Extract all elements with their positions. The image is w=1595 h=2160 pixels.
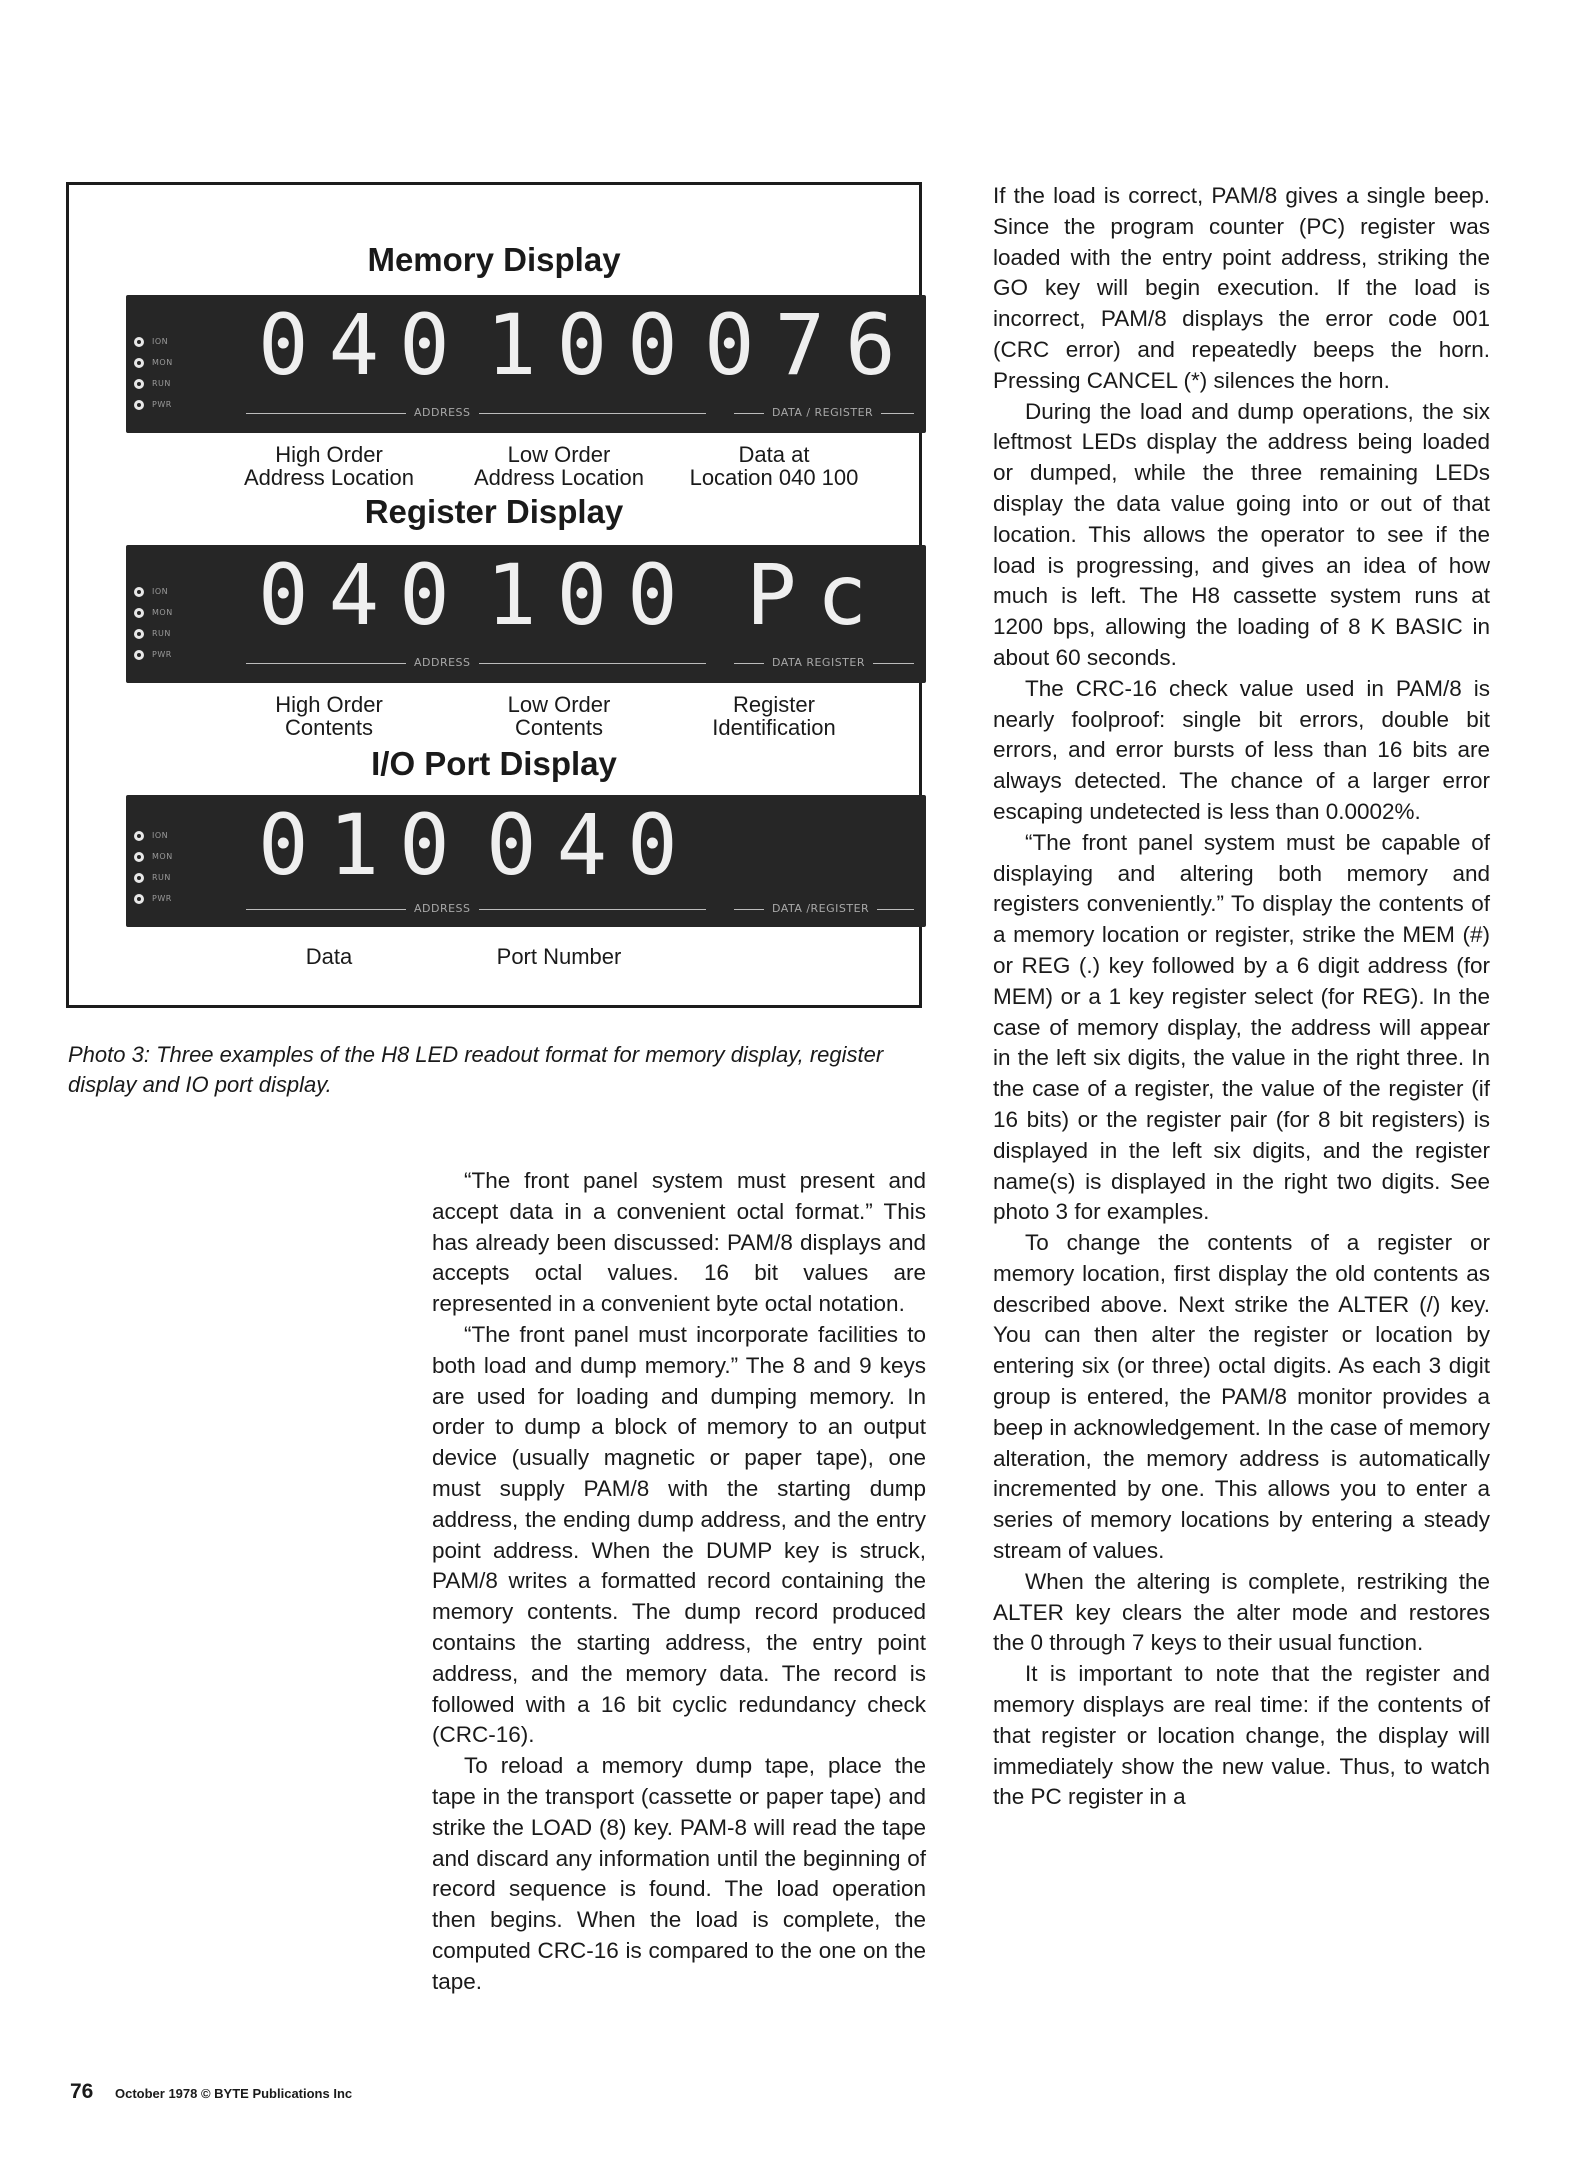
- led-label: ION: [152, 831, 169, 840]
- paragraph: It is important to note that the register and memory displays are real time: if the contents of that register or location change, the display will immediately show the new value. Thus, to watch the PC register in a: [993, 1661, 1490, 1810]
- led-label: MON: [152, 852, 173, 861]
- register-caption-id: Register Identification: [712, 692, 836, 740]
- address-axis: [246, 902, 706, 915]
- memory-display-title: Memory Display: [367, 241, 621, 278]
- seven-segment-digits: 040: [258, 296, 470, 394]
- address-axis-label: ADDRESS: [406, 656, 479, 669]
- paragraph: To change the contents of a register or memory location, first display the old contents as described above. Next strike the ALTER (/) key. You can then alter the register or location by entering six (or three) octal digits. As each 3 digit group is entered, the PAM/8 monitor provides a beep in acknowledgement. In the case of memory alteration, the memory address is automatically incremented by one. This allows you to enter a series of memory locations by entering a steady stream of values.: [993, 1230, 1490, 1564]
- status-leds: [134, 331, 173, 415]
- register-caption-low: Low Order Contents: [507, 692, 611, 740]
- led-icon: [134, 650, 144, 660]
- led-label: PWR: [152, 400, 172, 409]
- led-label: RUN: [152, 379, 171, 388]
- led-icon: [134, 587, 144, 597]
- led-icon: [134, 358, 144, 368]
- io-caption-data: Data: [305, 944, 353, 969]
- io-caption-port: Port Number: [496, 944, 622, 969]
- page-number: 76: [70, 2080, 94, 2103]
- paragraph: To reload a memory dump tape, place the tape in the transport (cassette or paper tape) and strike the LOAD (8) key. PAM-8 will read the tape and discard any information until the beginning of record sequence is found. The load operation then begins. When the load is complete, the computed CRC-16 is compared to the one on the tape.: [432, 1753, 926, 1994]
- led-icon: [134, 831, 144, 841]
- status-leds: [134, 825, 173, 909]
- led-icon: [134, 629, 144, 639]
- data-register-axis-label: DATA / REGISTER: [764, 406, 881, 419]
- status-leds: [134, 581, 173, 665]
- register-display-title: Register Display: [364, 493, 624, 530]
- led-label: RUN: [152, 873, 171, 882]
- led-icon: [134, 379, 144, 389]
- paragraph: “The front panel system must present and accept data in a convenient octal format.” This has already been discussed: PAM/8 displays and accepts octal values. 16 bit values are represented in a convenient byte octal notation.: [432, 1168, 926, 1317]
- led-icon: [134, 873, 144, 883]
- led-label: ION: [152, 587, 169, 596]
- data-register-axis: [734, 406, 914, 419]
- memory-caption-high: High Order Address Location: [244, 442, 414, 490]
- photo-3-figure: [66, 182, 922, 1008]
- seven-segment-digits: 040: [258, 546, 470, 644]
- register-led-panel: [126, 545, 926, 683]
- memory-caption-low: Low Order Address Location: [474, 442, 644, 490]
- led-label: MON: [152, 608, 173, 617]
- led-icon: [134, 608, 144, 618]
- page-footer: [70, 2080, 352, 2104]
- led-label: ION: [152, 337, 169, 346]
- led-icon: [134, 400, 144, 410]
- paragraph: “The front panel must incorporate facilities to both load and dump memory.” The 8 and 9 keys are used for loading and dumping memory. In order to dump a block of memory to an output device (usually magnetic or paper tape), one must supply PAM/8 with the starting dump address, the ending dump address, and the entry point address. When the DUMP key is struck, PAM/8 writes a formatted record containing the memory contents. The dump record produced contains the starting address, the entry point address, and the memory data. The record is followed with a 16 bit cyclic redundancy check (CRC-16).: [432, 1321, 926, 1748]
- memory-caption-data: Data at Location 040 100: [689, 442, 859, 490]
- seven-segment-digits: 076: [704, 296, 916, 394]
- data-register-axis-label: DATA REGISTER: [764, 656, 873, 669]
- address-axis: [246, 406, 706, 419]
- seven-segment-digits: 100: [486, 546, 698, 644]
- seven-segment-digits: 040: [486, 796, 698, 894]
- right-column: [993, 181, 1490, 1813]
- paragraph: “The front panel system must be capable of displaying and altering both memory and registers conveniently.” To display the contents of a memory location or register, strike the MEM (#) or REG (.) key followed by a 6 digit address (for MEM) or a 1 key register select (for REG). In the case of memory display, the address will appear in the left six digits, the value in the right three. In the case of a register, the value of the register (if 16 bits) or the register pair (for 8 bit registers) is displayed in the left six digits, and the register name(s) is displayed in the right two digits. See photo 3 for examples.: [993, 829, 1490, 1225]
- address-axis: [246, 656, 706, 669]
- seven-segment-digits: Pc: [746, 546, 888, 644]
- io-led-panel: [126, 795, 926, 927]
- address-axis-label: ADDRESS: [406, 902, 479, 915]
- paragraph: When the altering is complete, restriking the ALTER key clears the alter mode and restores the 0 through 7 keys to their usual function.: [993, 1568, 1490, 1656]
- register-caption-high: High Order Contents: [275, 692, 383, 740]
- photo-caption: Photo 3: Three examples of the H8 LED readout format for memory display, register display and IO port display.: [68, 1042, 884, 1097]
- led-label: PWR: [152, 650, 172, 659]
- led-icon: [134, 337, 144, 347]
- led-icon: [134, 852, 144, 862]
- seven-segment-digits: 010: [258, 796, 470, 894]
- data-register-axis: [734, 656, 914, 669]
- data-register-axis: [734, 902, 914, 915]
- seven-segment-digits: 100: [486, 296, 698, 394]
- paragraph: If the load is correct, PAM/8 gives a single beep. Since the program counter (PC) register was loaded with the entry point address, striking the GO key will begin execution. If the load is incorrect, PAM/8 displays the error code 001 (CRC error) and repeatedly beeps the horn. Pressing CANCEL (*) silences the horn.: [993, 183, 1490, 393]
- led-icon: [134, 894, 144, 904]
- middle-column: [432, 1166, 926, 1998]
- paragraph: During the load and dump operations, the six leftmost LEDs display the address being loaded or dumped, while the three remaining LEDs display the data value going into or out of that location. This allows the operator to see if the load is progressing, and gives an idea of how much is left. The H8 cassette system runs at 1200 bps, allowing the loading of 8 K BASIC in about 60 seconds.: [993, 398, 1490, 670]
- led-label: PWR: [152, 894, 172, 903]
- footer-text: October 1978 © BYTE Publications Inc: [114, 2086, 353, 2101]
- io-port-display-title: I/O Port Display: [371, 745, 617, 782]
- address-axis-label: ADDRESS: [406, 406, 479, 419]
- paragraph: The CRC-16 check value used in PAM/8 is nearly foolproof: single bit errors, double bit errors, and error bursts of less than 16 bits are always detected. The chance of a larger error escaping undetected is less than 0.0002%.: [993, 675, 1490, 824]
- led-label: RUN: [152, 629, 171, 638]
- led-label: MON: [152, 358, 173, 367]
- data-register-axis-label: DATA /REGISTER: [764, 902, 877, 915]
- memory-led-panel: [126, 295, 926, 433]
